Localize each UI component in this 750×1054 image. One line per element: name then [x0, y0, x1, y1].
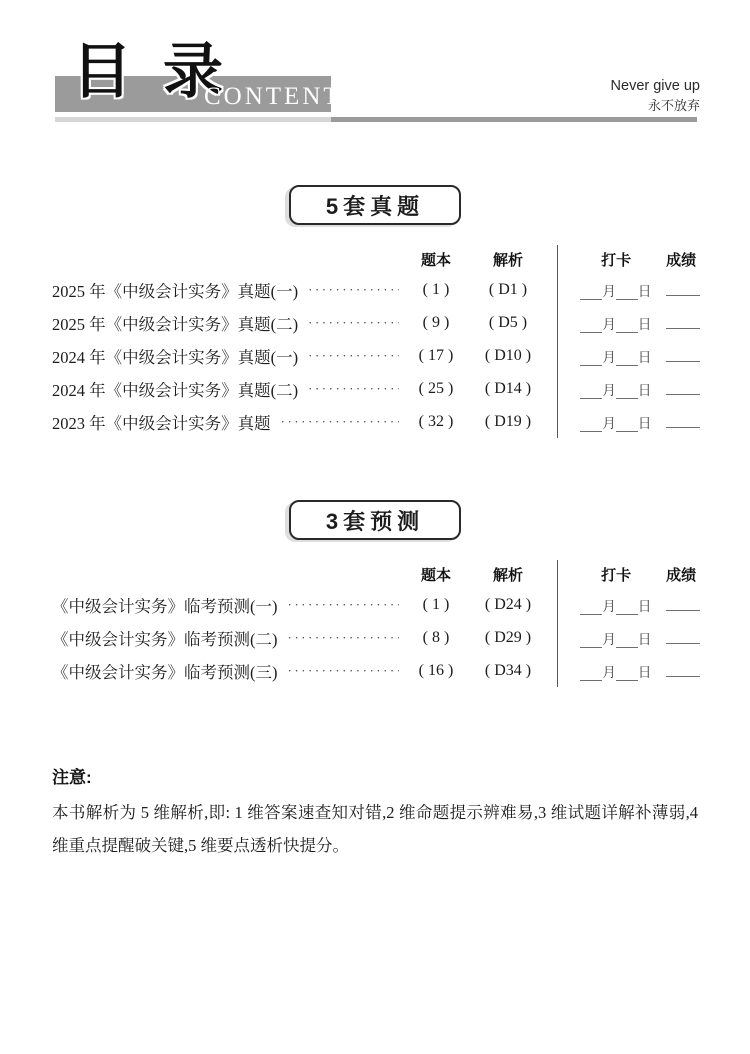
- checkin-date-blank: 月 日: [580, 628, 652, 648]
- real-exams-table: [52, 245, 700, 438]
- month-blank-line: [580, 668, 602, 681]
- day-blank-line: [616, 287, 638, 300]
- checkin-date-blank: 月 日: [580, 280, 652, 300]
- dot-leader: [308, 283, 399, 296]
- motto-english: Never give up: [610, 78, 700, 94]
- checkin-date-blank: 月 日: [580, 313, 652, 333]
- table-row: [52, 621, 700, 654]
- score-blank-line: [666, 598, 700, 611]
- page-title-english: CONTENTS: [204, 83, 359, 110]
- table-row: [52, 588, 700, 621]
- month-blank-line: [580, 287, 602, 300]
- header-rule-dark: [331, 117, 697, 122]
- section-title-predictions: 3套预测: [289, 500, 461, 540]
- day-blank-line: [616, 353, 638, 366]
- month-blank-line: [580, 602, 602, 615]
- toc-entry-title: 2024 年《中级会计实务》真题(一): [52, 347, 299, 367]
- month-blank-line: [580, 635, 602, 648]
- toc-entry-title: 2023 年《中级会计实务》真题: [52, 413, 271, 433]
- column-header-score: 成绩: [666, 566, 697, 584]
- dot-leader: [288, 598, 400, 611]
- table-header-row: [52, 560, 700, 588]
- column-header-checkin: 打卡: [601, 251, 632, 269]
- checkin-date-blank: 月 日: [580, 412, 652, 432]
- book-page: ( 16 ): [418, 661, 454, 679]
- checkin-score-header-group: [557, 560, 700, 588]
- book-page: ( 1 ): [422, 595, 450, 613]
- dot-leader: [281, 415, 399, 428]
- column-header-analysis: 解析: [492, 566, 523, 584]
- column-header-checkin: 打卡: [601, 566, 632, 584]
- table-row: [52, 654, 700, 687]
- dot-leader: [308, 316, 399, 329]
- analysis-page: ( D34 ): [484, 661, 532, 679]
- book-page: ( 17 ): [418, 346, 454, 364]
- column-header-analysis: 解析: [492, 251, 523, 269]
- dot-leader: [308, 382, 399, 395]
- note-heading: 注意:: [52, 768, 92, 787]
- column-header-score: 成绩: [666, 251, 697, 269]
- analysis-page: ( D24 ): [484, 595, 532, 613]
- score-blank-line: [666, 316, 700, 329]
- table-row: [52, 306, 700, 339]
- checkin-date-blank: 月 日: [580, 379, 652, 399]
- month-blank-line: [580, 320, 602, 333]
- note-block: [52, 763, 698, 862]
- page-header: [0, 0, 750, 122]
- day-blank-line: [616, 668, 638, 681]
- day-blank-line: [616, 320, 638, 333]
- table-row: [52, 339, 700, 372]
- motto-chinese: 永不放弃: [647, 98, 700, 114]
- dot-leader: [288, 664, 400, 677]
- toc-entry-title: 《中级会计实务》临考预测(二): [52, 629, 278, 649]
- day-blank-line: [616, 419, 638, 432]
- book-page: ( 8 ): [422, 628, 450, 646]
- column-header-book: 题本: [420, 251, 451, 269]
- table-header-row: [52, 245, 700, 273]
- toc-entry-title: 2024 年《中级会计实务》真题(二): [52, 380, 299, 400]
- day-blank-line: [616, 635, 638, 648]
- checkin-date-blank: 月 日: [580, 595, 652, 615]
- table-row: [52, 405, 700, 438]
- book-page: ( 1 ): [422, 280, 450, 298]
- book-page: ( 25 ): [418, 379, 454, 397]
- toc-entry-title: 《中级会计实务》临考预测(一): [52, 596, 278, 616]
- book-page: ( 9 ): [422, 313, 450, 331]
- analysis-page: ( D29 ): [484, 628, 532, 646]
- table-row: [52, 372, 700, 405]
- month-blank-line: [580, 419, 602, 432]
- motto: [611, 77, 700, 114]
- table-row: [52, 273, 700, 306]
- month-blank-line: [580, 353, 602, 366]
- day-blank-line: [616, 386, 638, 399]
- column-header-book: 题本: [420, 566, 451, 584]
- header-rule-light: [55, 117, 331, 122]
- analysis-page: ( D19 ): [484, 412, 532, 430]
- day-blank-line: [616, 602, 638, 615]
- toc-entry-title: 2025 年《中级会计实务》真题(二): [52, 314, 299, 334]
- dot-leader: [288, 631, 400, 644]
- analysis-page: ( D14 ): [484, 379, 532, 397]
- toc-entry-title: 2025 年《中级会计实务》真题(一): [52, 281, 299, 301]
- book-page: ( 32 ): [418, 412, 454, 430]
- checkin-score-header-group: [557, 245, 700, 273]
- score-blank-line: [666, 283, 700, 296]
- predictions-table: [52, 560, 700, 687]
- toc-entry-title: 《中级会计实务》临考预测(三): [52, 662, 278, 682]
- analysis-page: ( D10 ): [484, 346, 532, 364]
- checkin-date-blank: 月 日: [580, 661, 652, 681]
- page-title: 目 录: [72, 39, 231, 105]
- score-blank-line: [666, 349, 700, 362]
- dot-leader: [308, 349, 399, 362]
- analysis-page: ( D1 ): [488, 280, 528, 298]
- month-blank-line: [580, 386, 602, 399]
- score-blank-line: [666, 664, 700, 677]
- section-title-real-exams: 5套真题: [289, 185, 461, 225]
- checkin-date-blank: 月 日: [580, 346, 652, 366]
- score-blank-line: [666, 415, 700, 428]
- score-blank-line: [666, 382, 700, 395]
- score-blank-line: [666, 631, 700, 644]
- analysis-page: ( D5 ): [488, 313, 528, 331]
- note-body: 本书解析为 5 维解析,即: 1 维答案速查知对错,2 维命题提示辨难易,3 维试题详解补薄弱,4 维重点提醒破关键,5 维要点透析快提分。: [52, 803, 698, 855]
